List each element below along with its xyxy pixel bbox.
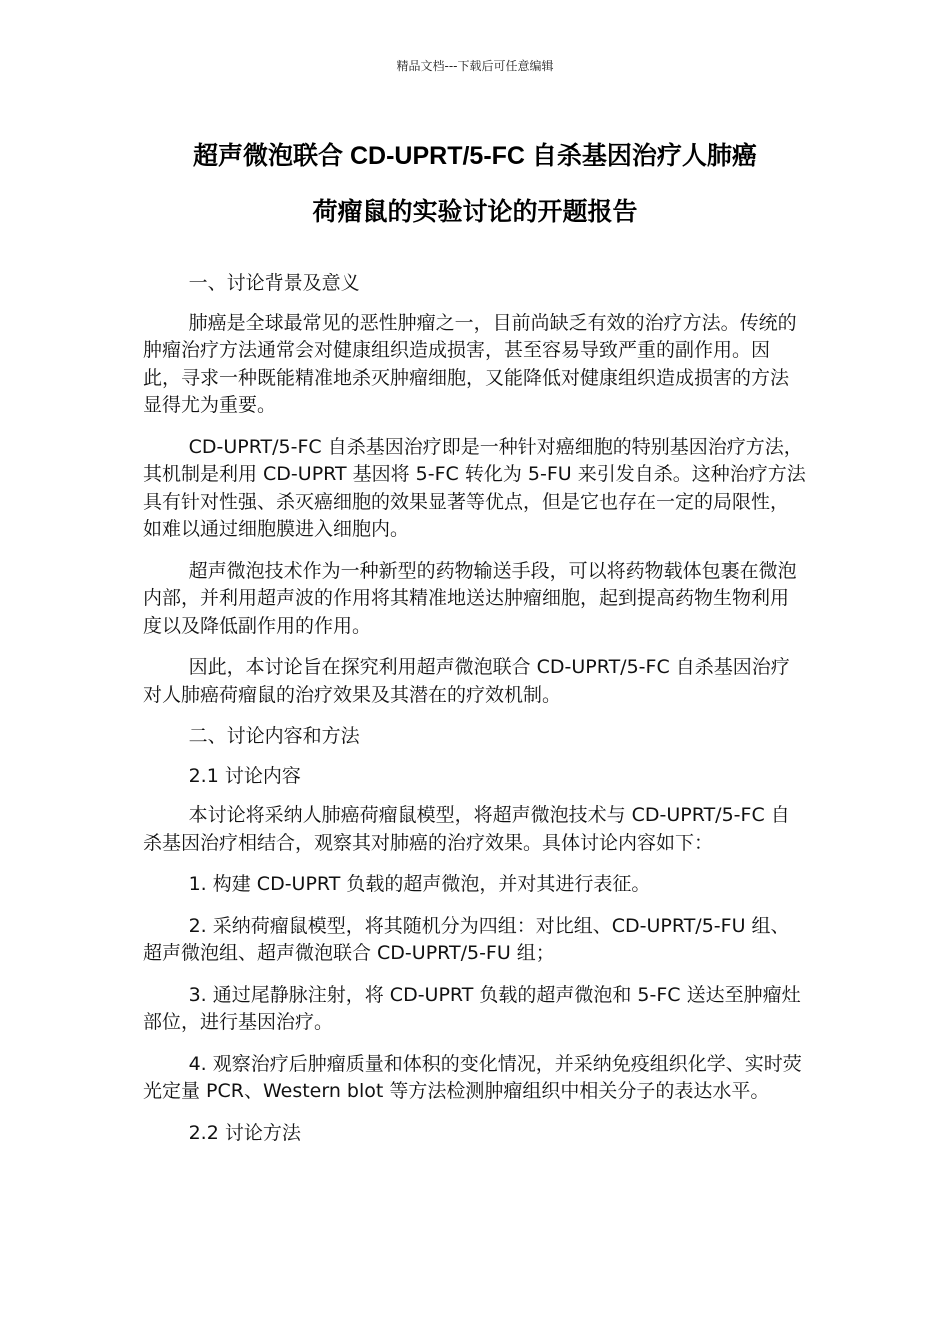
section-heading-content-methods: 二、讨论内容和方法: [188, 725, 360, 747]
subsection-heading-content: 2.1 讨论内容: [188, 764, 301, 787]
paragraph-ultrasound-microbubble: 超声微泡技术作为一种新型的药物输送手段，可以将药物载体包裹在微泡内部，并利用超声波的作用将其精准地送达肿瘤细胞，起到提高药物生物利用度以及降低副作用的作用。: [143, 559, 797, 637]
list-item-4: 4. 观察治疗后肿瘤质量和体积的变化情况，并采纳免疫组织化学、实时荧光定量 PCR、Western blot 等方法检测肿瘤组织中相关分子的表达水平。: [143, 1052, 802, 1102]
paragraph-study-aim: 因此，本讨论旨在探究利用超声微泡联合 CD-UPRT/5-FC 自杀基因治疗对人肺癌荷瘤鼠的治疗效果及其潜在的疗效机制。: [143, 656, 790, 706]
document-body: [143, 270, 807, 1159]
list-item-2: 2. 采纳荷瘤鼠模型，将其随机分为四组：对比组、CD-UPRT/5-FU 组、超声微泡组、超声微泡联合 CD-UPRT/5-FU 组；: [143, 914, 790, 964]
paragraph-content-intro: 本讨论将采纳人肺癌荷瘤鼠模型，将超声微泡技术与 CD-UPRT/5-FC 自杀基因治疗相结合，观察其对肺癌的治疗效果。具体讨论内容如下：: [143, 804, 790, 854]
paragraph-suicide-gene-therapy: CD-UPRT/5-FC 自杀基因治疗即是一种针对癌细胞的特别基因治疗方法，其机制是利用 CD-UPRT 基因将 5-FC 转化为 5-FU 来引发自杀。这种治疗方法具有针对性强、杀灭癌细胞的效果显著等优点，但是它也存在一定的局限性，如难以通过细胞膜进入细胞内。: [143, 435, 806, 540]
list-item-3: 3. 通过尾静脉注射，将 CD-UPRT 负载的超声微泡和 5-FC 送达至肿瘤灶部位，进行基因治疗。: [143, 983, 801, 1033]
list-item-1: 1. 构建 CD-UPRT 负载的超声微泡，并对其进行表征。: [188, 873, 651, 895]
section-heading-background: 一、讨论背景及意义: [188, 272, 360, 294]
subsection-heading-methods: 2.2 讨论方法: [188, 1121, 301, 1144]
document-title-line-2: 荷瘤鼠的实验讨论的开题报告: [312, 198, 638, 226]
paragraph-lung-cancer-background: 肺癌是全球最常见的恶性肿瘤之一，目前尚缺乏有效的治疗方法。传统的肿瘤治疗方法通常会对健康组织造成损害，甚至容易导致严重的副作用。因此，寻求一种既能精准地杀灭肿瘤细胞，又能降低对健康组织造成损害的方法显得尤为重要。: [143, 311, 797, 416]
document-title-line-1: 超声微泡联合 CD-UPRT/5-FC 自杀基因治疗人肺癌: [193, 142, 757, 170]
header-note: 精品文档---下载后可任意编辑: [396, 59, 554, 73]
